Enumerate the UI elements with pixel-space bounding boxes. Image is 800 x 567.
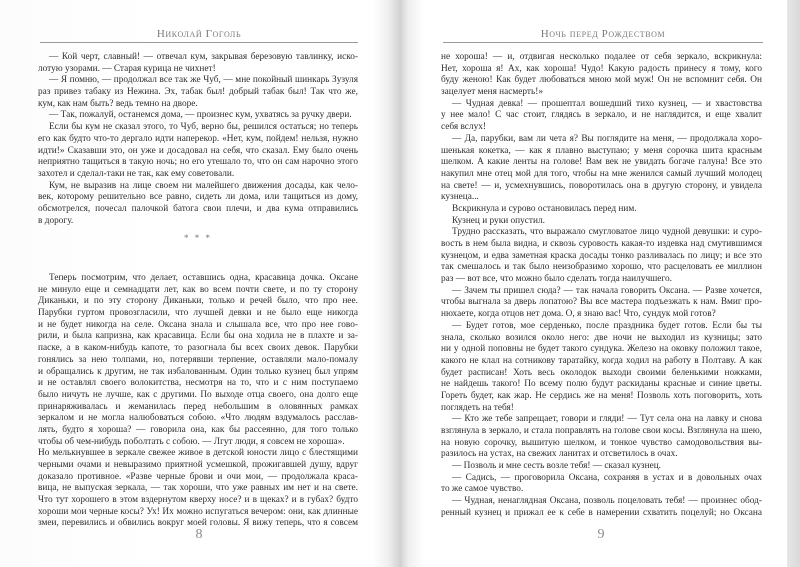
paragraph [38, 181, 358, 228]
header-rule [40, 42, 358, 43]
text-line: было ничуть не лучше, как с другими. По выходе отца своего, она долго еще [38, 389, 358, 400]
text-line: его как будто что-то дергало идти наперекор. «Нет, кум, пойдем! нельзя, нужно [38, 133, 358, 144]
text-line: то же самое чувство. [441, 484, 524, 495]
text-line: — Позволь и мне сесть возле тебя! — сказал кузнец. [452, 461, 661, 472]
text-line: — Будет готов, мое серденько, после праздника будет готов. Если бы ты [452, 320, 762, 331]
running-head-author: Николай Гоголь [156, 28, 242, 40]
text-line: какого не клал на сотникову таратайку, когда ходил на работу в Полтаву. А как [441, 355, 762, 366]
page-body [38, 52, 358, 530]
text-line: Что тут хорошего в этом вздернутом кверху носе? и в щеках? и в губах? будто [38, 495, 358, 506]
text-line: черными очами и невыразимо приятной усмешкой, прожигавшей душу, вдруг [38, 460, 358, 470]
text-line: — Зачем ты пришел сюда? — так начала говорить Оксана. — Разве хочется, [452, 285, 762, 296]
text-line: — Садись, — проговорила Оксана, сохраняя в устах и в довольных очах [452, 472, 762, 483]
header-rule [443, 42, 763, 43]
text-line: Вскрикнула и сурово остановилась перед ним. [452, 203, 637, 214]
text-line: шенькая кокетка, — как я плавно выступаю; у меня сорочка шита красным [441, 145, 762, 156]
text-line: принаряживалась и жеманилась перед небольшим в оловянных рамках [38, 401, 358, 412]
text-line: не хороша! — и, отдвигая несколько подалее от себя зеркало, вскрикнула: [441, 52, 762, 62]
paragraph [441, 134, 762, 204]
text-line: Нет, хороша я! Ах, как хороша! Чудо! Какую радость принесу я тому, кого [441, 63, 762, 74]
paragraph [441, 321, 762, 415]
paragraph [441, 286, 762, 321]
page-number: 9 [597, 527, 605, 542]
text-line: Трудно рассказать, что выражало смугловатое лицо чудной девушки: и суро- [452, 227, 762, 238]
running-head-title: Ночь перед Рождеством [540, 28, 666, 40]
text-line: Кузнец и руки опустил. [452, 215, 545, 226]
page-number: 8 [195, 527, 203, 542]
text-line: вица, не выпуская зеркала, — так хороши, что уже равных им нет и на свете. [38, 483, 358, 494]
text-line: змеи, перевились и обвились вокруг моей головы. Я вижу теперь, что я совсем [38, 518, 358, 529]
text-line: чтобы об чем-нибудь поболтать с собою. — Лгут люди, я совсем не хороша». [38, 436, 345, 447]
paragraph [441, 496, 762, 519]
text-line: идти!» Сказавши это, он уже и досадовал на себя, что сказал. Ему было очень [38, 145, 358, 156]
paragraph [38, 110, 358, 122]
text-line: зацелует меня насмерть!» [441, 87, 543, 98]
text-line: Диканьки, и по эту сторону Диканьки, только и речей было, что про нее. [38, 296, 358, 307]
text-line: Гореть будет, как жар. Не сердись же на меня! Позволь хоть поговорить, хоть [441, 390, 762, 401]
text-line: — Чудная, ненаглядная Оксана, позволь поцеловать тебя! — произнес обод- [452, 496, 762, 507]
section-separator: * * * [184, 233, 212, 244]
paragraph [441, 204, 762, 216]
right-page [401, 0, 787, 567]
text-line: и не будет никогда на селе. Оксана знала и слышала все, что про нее гово- [38, 319, 358, 330]
paragraph [441, 414, 762, 461]
page-body [441, 52, 762, 520]
text-line: раз привез табаку из Нежина. Эх, табак был! добрый табак был! Так что же, [38, 87, 358, 98]
text-line: хороши мои черные косы? Ух! Их можно испугаться вечером: они, как длинные [38, 506, 358, 517]
text-line: кузнецом, и едва заметная краска досады тонко разливалась по лицу; и все это [441, 250, 762, 261]
text-line: — Так, пожалуй, останемся дома, — произнес кум, ухватясь за ручку двери. [49, 110, 352, 121]
text-line: поглядеть на тебя! [441, 402, 514, 413]
paragraph [441, 473, 762, 496]
text-line: лотую узорами. — Старая курица не чихнет! [38, 63, 216, 74]
text-line: себя вслух! [441, 122, 486, 133]
text-line: так смешалось и так было неизобразимо хорошо, что расцеловать ее миллион [441, 262, 762, 273]
text-line: зеркалом и не могла налюбоваться собою. «Что людям вздумалось расслав- [38, 413, 358, 424]
text-line: у нее мало! С час стоит, глядясь в зеркало, и не наглядится, и еще хвалит [441, 110, 762, 121]
text-line: век, которому решительно все равно, сидеть ли дома, или тащиться из дому, [38, 192, 358, 203]
paragraph [441, 461, 762, 473]
text-line: Если бы кум не сказал этого, то Чуб, верно бы, решился остаться; но теперь [49, 122, 358, 133]
text-line: доказало противное. «Разве черные брови и очи мои, — продолжала краса- [38, 471, 358, 482]
text-line: раз — вот все, что можно было сделать тогда наилучшего. [441, 274, 672, 285]
paragraph [38, 122, 358, 180]
paragraph [38, 273, 358, 448]
text-line: накупил мне отец мой для того, чтобы на мне женился самый лучший молодец [441, 168, 762, 179]
paragraph [441, 227, 762, 285]
text-line: разилось на устах, на свежих ланитах и отсветилось в очах. [441, 449, 678, 460]
text-line: рили, и была капризна, как красавица. Если бы она ходила не в плахте и за- [38, 331, 358, 342]
text-line: ни у одной поповны не будет такого сундука. Железо на оковку положил такое, [441, 344, 762, 355]
paragraph [441, 99, 762, 134]
text-line: — Я помню, — продолжал все так же Чуб, — мне покойный шинкарь Зузуля [49, 75, 358, 86]
text-line: Парубки гуртом провозгласили, что лучшей девки и не было еще никогда [38, 308, 358, 319]
text-line: вость в нем была видна, и сквозь суровость какая-то издевка над смутившимся [441, 239, 762, 249]
text-line: паске, а в каком-нибудь капоте, то разогнала бы всех своих девок. Парубки [38, 343, 358, 354]
text-line: кузнеца... [441, 192, 479, 203]
text-line: знала, сколько возился около него: две ночи не выходил из кузницы; зато [441, 332, 762, 343]
text-line: неприятно тащиться в такую ночь; но его утешало то, что он сам нарочно этого [38, 157, 358, 168]
text-line: захотел и сделал-таки не так, как ему советовали. [38, 168, 235, 179]
text-line: будет расписан! Хоть весь околодок выходи своими беленькими ножками, [441, 367, 762, 378]
paragraph [38, 448, 358, 530]
text-line: Кум, не выразив на лице своем ни малейшего движения досады, как чело- [49, 180, 358, 191]
text-line: в дорогу. [38, 215, 74, 226]
text-line: не минуло еще и семнадцати лет, как во всем почти свете, и по ту сторону [38, 284, 358, 295]
text-line: Но мелькнувшее в зеркале свежее живое в детской юности лицо с блестящими [38, 448, 358, 459]
text-line: кум, как нам быть? ведь темно на дворе. [38, 98, 198, 109]
paragraph [38, 52, 358, 75]
text-line: обсмотрелся, почесал палочкой батога свои плечи, и два кума отправились [38, 203, 358, 214]
text-line: на новую сорочку, вышитую шелком, и тонкое чувство самодовольствия вы- [441, 437, 762, 448]
text-line: — Кой черт, славный! — отвечал кум, закрывая березовую тавлинку, иско- [49, 52, 358, 62]
text-line: нюхаете, когда отцов нет дома. О, я знаю вас! Что, сундук мой готов? [441, 309, 716, 320]
text-line: не найдешь такого! По всему полю будут раскиданы красные и синие цветы. [441, 379, 762, 390]
text-line: на свете! — и, усмехнувшись, поворотилась она в другую сторону, и увидела [441, 180, 762, 191]
text-line: и не оставлял своего волокитства, несмотря на то, что и с ним поступаемо [38, 378, 358, 389]
text-line: гонялись за нею толпами, но, потерявши терпение, оставляли мало-помалу [38, 354, 358, 365]
text-line: шелком. А какие ленты на голове! Вам век не увидать богаче галуна! Все это [441, 157, 762, 168]
page-edge [787, 0, 800, 567]
text-line: — Кто же тебе запрещает, говори и гляди! — Тут села она на лавку и снова [452, 414, 762, 425]
text-line: — Чудная девка! — прошептал вошедший тихо кузнец, — и хвастовства [452, 98, 762, 109]
text-line: — Да, парубки, вам ли чета я? Вы поглядите на меня, — продолжала хоро- [452, 133, 762, 144]
text-line: ренный кузнец и прижал ее к себе в намерении схватить поцелуй; но Оксана [441, 507, 762, 518]
text-line: буду женою! Как будет любоваться мною мой муж! Он не вспомнит себя. Он [441, 75, 762, 86]
text-line: взглянула в зеркало, и стала поправлять на голове свои косы. Взглянула на шею, [441, 426, 762, 436]
paragraph [38, 75, 358, 110]
text-line: лять, будто я хороша? — говорила она, как бы рассеянно, для того только [38, 424, 358, 435]
paragraph [441, 216, 762, 228]
text-line: Теперь посмотрим, что делает, оставшись одна, красавица дочка. Оксане [49, 273, 358, 283]
paragraph [441, 52, 762, 99]
text-line: чтобы выгнала за дверь лопатою? Вы все мастера подъезжать к нам. Вмиг про- [441, 297, 762, 308]
text-line: и обращались к другим, не так избалованным. Один только кузнец был упрям [38, 366, 358, 377]
